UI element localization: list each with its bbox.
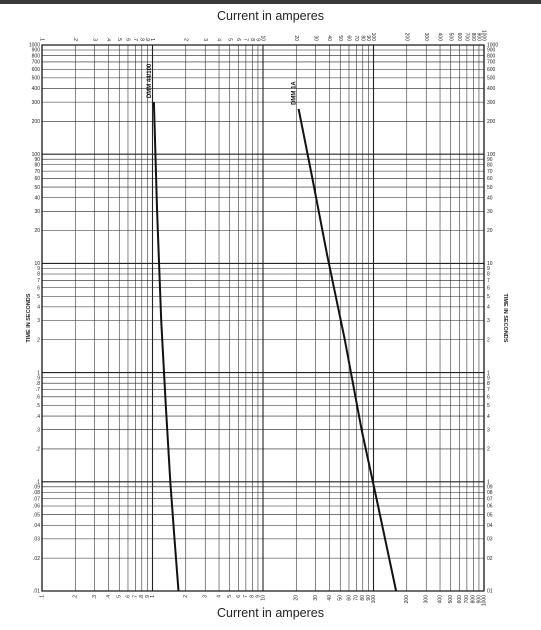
x-tick-label-top: .6 bbox=[124, 36, 131, 41]
y-tick-label-right: 1 bbox=[487, 479, 490, 486]
y-tick-label-left: .01 bbox=[33, 588, 40, 595]
x-tick-label-top: 80 bbox=[359, 35, 366, 41]
x-tick-label-bottom: .1 bbox=[39, 595, 46, 600]
x-tick-label-top: .1 bbox=[38, 36, 45, 41]
x-tick-label-top: .4 bbox=[105, 36, 112, 41]
y-tick-label-left: .2 bbox=[35, 446, 40, 453]
x-tick-label-bottom: 900 bbox=[476, 595, 483, 604]
y-tick-label-left: 6 bbox=[37, 285, 40, 292]
y-tick-label-right: 03 bbox=[487, 536, 493, 543]
y-tick-label-left: .4 bbox=[35, 413, 40, 420]
y-tick-label-left: .02 bbox=[33, 555, 40, 562]
x-tick-label-bottom: 100 bbox=[370, 595, 377, 604]
x-tick-label-top: 90 bbox=[365, 35, 372, 41]
x-tick-label-top: 400 bbox=[436, 32, 443, 41]
y-tick-label-right: 1000 bbox=[487, 42, 499, 49]
x-tick-label-top: 30 bbox=[312, 35, 319, 41]
y-tick-label-left: 400 bbox=[31, 86, 40, 93]
x-tick-label-bottom: 5 bbox=[227, 595, 234, 598]
y-tick-label-right: 100 bbox=[487, 151, 496, 158]
series-label: DMM 44/100 bbox=[146, 63, 153, 99]
x-tick-label-bottom: 700 bbox=[464, 595, 471, 604]
y-tick-label-right: 600 bbox=[487, 66, 496, 73]
y-tick-label-right: 900 bbox=[487, 47, 496, 54]
y-tick-label-left: 9 bbox=[37, 266, 40, 273]
x-tick-label-bottom: 1 bbox=[149, 595, 156, 598]
y-tick-label-right: 9 bbox=[487, 375, 490, 382]
y-tick-label-right: 6 bbox=[487, 285, 490, 292]
x-tick-label-top: 600 bbox=[456, 32, 463, 41]
y-tick-label-left: 20 bbox=[34, 228, 40, 235]
y-tick-label-right: 500 bbox=[487, 75, 496, 82]
x-tick-label-bottom: .6 bbox=[125, 595, 132, 600]
series-line bbox=[299, 109, 397, 591]
y-tick-label-left: 100 bbox=[31, 151, 40, 158]
y-tick-label-left: 70 bbox=[34, 168, 40, 175]
y-tick-label-right: 7 bbox=[487, 278, 490, 285]
y-tick-label-left: 2 bbox=[37, 337, 40, 344]
y-tick-label-right: 700 bbox=[487, 59, 496, 66]
x-tick-label-bottom: 1000 bbox=[481, 595, 488, 607]
y-tick-label-right: 5 bbox=[487, 293, 490, 300]
x-tick-label-bottom: 6 bbox=[235, 595, 242, 598]
x-tick-label-bottom: 4 bbox=[216, 595, 223, 598]
x-tick-label-top: 60 bbox=[345, 35, 352, 41]
y-tick-label-left: .04 bbox=[33, 522, 40, 529]
x-tick-label-top: 300 bbox=[422, 32, 429, 41]
x-tick-label-bottom: 2 bbox=[183, 595, 190, 598]
x-tick-label-bottom: .9 bbox=[144, 595, 151, 600]
x-tick-label-bottom: .2 bbox=[72, 595, 79, 600]
y-tick-label-right: 8 bbox=[487, 271, 490, 278]
y-tick-label-right: 07 bbox=[487, 496, 493, 503]
y-tick-label-left: 500 bbox=[31, 75, 40, 82]
y-tick-label-right: 50 bbox=[487, 184, 493, 191]
y-tick-label-left: .3 bbox=[35, 427, 40, 434]
y-tick-label-right: 09 bbox=[487, 484, 493, 491]
x-tick-label-bottom: 20 bbox=[293, 595, 300, 601]
y-tick-label-right: 2 bbox=[487, 337, 490, 344]
y-tick-label-left: .8 bbox=[35, 380, 40, 387]
x-tick-label-bottom: 300 bbox=[423, 595, 430, 604]
x-tick-label-top: 7 bbox=[242, 38, 249, 41]
y-tick-label-left: 1 bbox=[37, 370, 40, 377]
x-tick-label-bottom: 200 bbox=[404, 595, 411, 604]
x-tick-label-top: 10 bbox=[259, 35, 266, 41]
y-tick-label-left: 7 bbox=[37, 278, 40, 285]
x-tick-label-bottom: .5 bbox=[116, 595, 123, 600]
x-tick-label-top: 200 bbox=[403, 32, 410, 41]
x-tick-label-bottom: 30 bbox=[313, 595, 320, 601]
y-tick-label-left: 800 bbox=[31, 53, 40, 60]
x-tick-label-top: .9 bbox=[144, 36, 151, 41]
x-tick-label-top: 2 bbox=[182, 38, 189, 41]
y-tick-label-left: 80 bbox=[34, 162, 40, 169]
y-tick-label-right: 30 bbox=[487, 208, 493, 215]
x-tick-label-top: 20 bbox=[292, 35, 299, 41]
y-tick-label-left: .09 bbox=[33, 484, 40, 491]
y-tick-label-right: 800 bbox=[487, 53, 496, 60]
y-tick-label-right: 02 bbox=[487, 555, 493, 562]
x-tick-label-bottom: .4 bbox=[105, 595, 112, 600]
x-tick-label-top: 700 bbox=[463, 32, 470, 41]
y-tick-label-right: 400 bbox=[487, 86, 496, 93]
y-tick-label-right: 1 bbox=[487, 370, 490, 377]
x-tick-label-bottom: 60 bbox=[346, 595, 353, 601]
x-tick-label-bottom: 80 bbox=[360, 595, 367, 601]
x-tick-label-top: 1 bbox=[149, 38, 156, 41]
y-tick-label-left: 200 bbox=[31, 119, 40, 126]
y-tick-label-left: .07 bbox=[33, 496, 40, 503]
x-tick-label-bottom: .7 bbox=[132, 595, 139, 600]
x-tick-label-bottom: 3 bbox=[202, 595, 209, 598]
y-tick-label-left: 40 bbox=[34, 195, 40, 202]
y-axis-label-left: TIME IN SECONDS bbox=[26, 293, 32, 343]
y-tick-label-right: 300 bbox=[487, 99, 496, 106]
y-tick-label-right: 60 bbox=[487, 176, 493, 183]
x-tick-label-top: 6 bbox=[235, 38, 242, 41]
x-tick-label-top: .3 bbox=[91, 36, 98, 41]
x-tick-label-top: .8 bbox=[138, 36, 145, 41]
x-tick-label-bottom: 70 bbox=[353, 595, 360, 601]
x-tick-label-bottom: 50 bbox=[337, 595, 344, 601]
y-tick-label-left: .06 bbox=[33, 503, 40, 510]
y-tick-label-left: 3 bbox=[37, 318, 40, 325]
y-tick-label-left: 8 bbox=[37, 271, 40, 278]
x-tick-label-top: .5 bbox=[115, 36, 122, 41]
y-tick-label-left: .1 bbox=[35, 479, 40, 486]
y-tick-label-left: 900 bbox=[31, 47, 40, 54]
y-tick-label-left: 1000 bbox=[28, 42, 40, 49]
y-tick-label-left: .9 bbox=[35, 375, 40, 382]
x-tick-label-bottom: 800 bbox=[470, 595, 477, 604]
x-tick-label-top: 3 bbox=[201, 38, 208, 41]
y-tick-label-right: 6 bbox=[487, 394, 490, 401]
y-axis-label-right: TIME IN SECONDS bbox=[502, 293, 508, 343]
x-tick-label-top: 4 bbox=[215, 38, 222, 41]
y-tick-label-left: 600 bbox=[31, 66, 40, 73]
y-tick-label-right: 90 bbox=[487, 156, 493, 163]
y-tick-label-right: 10 bbox=[487, 261, 493, 268]
x-tick-label-bottom: 40 bbox=[326, 595, 333, 601]
y-tick-label-right: 3 bbox=[487, 318, 490, 325]
y-tick-label-left: 60 bbox=[34, 176, 40, 183]
series-label: DMM 1A bbox=[291, 81, 298, 105]
y-tick-label-right: 200 bbox=[487, 119, 496, 126]
x-tick-label-bottom: 10 bbox=[260, 595, 267, 601]
y-tick-label-right: 40 bbox=[487, 195, 493, 202]
x-tick-label-bottom: 8 bbox=[249, 595, 256, 598]
y-tick-label-left: 90 bbox=[34, 156, 40, 163]
x-tick-label-top: 50 bbox=[336, 35, 343, 41]
x-tick-label-bottom: 600 bbox=[456, 595, 463, 604]
series-line bbox=[154, 102, 179, 591]
y-tick-label-left: 300 bbox=[31, 99, 40, 106]
y-tick-label-left: 30 bbox=[34, 208, 40, 215]
x-tick-label-top: 800 bbox=[469, 32, 476, 41]
y-tick-label-left: .08 bbox=[33, 490, 40, 497]
y-tick-label-left: 4 bbox=[37, 304, 40, 311]
x-tick-label-top: 8 bbox=[248, 38, 255, 41]
y-tick-label-right: 7 bbox=[487, 387, 490, 394]
y-tick-label-left: 5 bbox=[37, 293, 40, 300]
y-tick-label-right: 4 bbox=[487, 413, 490, 420]
y-tick-label-right: 06 bbox=[487, 503, 493, 510]
y-tick-label-right: 70 bbox=[487, 168, 493, 175]
x-tick-label-top: 9 bbox=[254, 38, 261, 41]
y-tick-label-right: 20 bbox=[487, 228, 493, 235]
y-tick-label-right: 05 bbox=[487, 512, 493, 519]
y-tick-label-right: 5 bbox=[487, 403, 490, 410]
x-tick-label-top: 500 bbox=[447, 32, 454, 41]
chart-title-bottom: Current in amperes bbox=[217, 606, 324, 620]
y-tick-label-right: 01 bbox=[487, 588, 493, 595]
x-tick-label-top: .7 bbox=[132, 36, 139, 41]
y-tick-label-left: 10 bbox=[34, 261, 40, 268]
y-tick-label-right: 04 bbox=[487, 522, 493, 529]
x-tick-label-bottom: 500 bbox=[448, 595, 455, 604]
y-tick-label-left: .03 bbox=[33, 536, 40, 543]
y-tick-label-right: 9 bbox=[487, 266, 490, 273]
y-tick-label-right: 2 bbox=[487, 446, 490, 453]
x-tick-label-top: 5 bbox=[226, 38, 233, 41]
x-tick-label-top: .2 bbox=[71, 36, 78, 41]
chart-title-top: Current in amperes bbox=[217, 9, 324, 23]
y-tick-label-right: 80 bbox=[487, 162, 493, 169]
x-tick-label-bottom: 7 bbox=[243, 595, 250, 598]
x-tick-label-bottom: 9 bbox=[255, 595, 262, 598]
x-tick-label-top: 900 bbox=[475, 32, 482, 41]
x-tick-label-top: 40 bbox=[326, 35, 333, 41]
y-tick-label-right: 8 bbox=[487, 380, 490, 387]
y-tick-label-left: .05 bbox=[33, 512, 40, 519]
x-tick-label-top: 1000 bbox=[480, 29, 487, 41]
x-tick-label-bottom: 90 bbox=[365, 595, 372, 601]
y-tick-label-left: .6 bbox=[35, 394, 40, 401]
x-tick-label-bottom: 400 bbox=[437, 595, 444, 604]
x-tick-label-top: 70 bbox=[353, 35, 360, 41]
y-tick-label-right: 3 bbox=[487, 427, 490, 434]
y-tick-label-left: 700 bbox=[31, 59, 40, 66]
y-tick-label-right: 4 bbox=[487, 304, 490, 311]
x-tick-label-top: 100 bbox=[370, 32, 377, 41]
y-tick-label-left: .5 bbox=[35, 403, 40, 410]
y-tick-label-left: 50 bbox=[34, 184, 40, 191]
x-tick-label-bottom: .8 bbox=[139, 595, 146, 600]
y-tick-label-left: .7 bbox=[35, 387, 40, 394]
y-tick-label-right: 08 bbox=[487, 490, 493, 497]
x-tick-label-bottom: .3 bbox=[92, 595, 99, 600]
